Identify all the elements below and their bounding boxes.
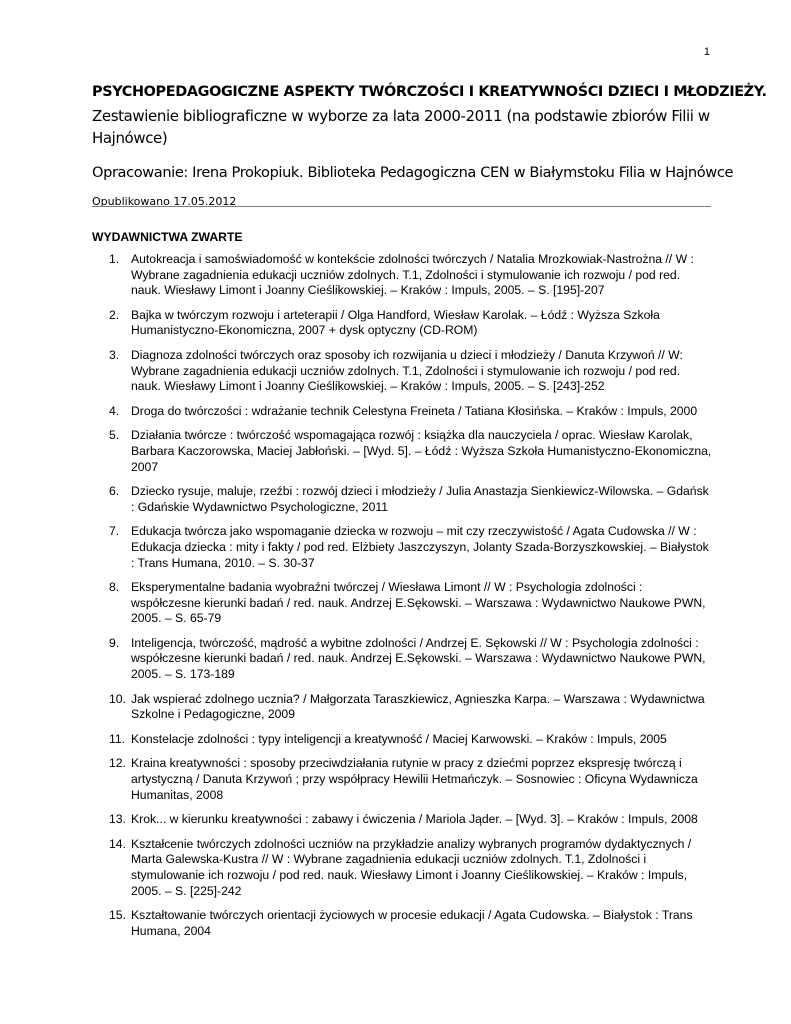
entry-number: 15. (109, 908, 126, 923)
entry-text: Działania twórcze : twórczość wspomagająca rozwój : książka dla nauczyciela / oprac. Wiesław Karolak, Barbara Kaczorowska, Maciej Jabłoński. – [Wyd. 5]. – Łódź : Wyższa Szkoła Humanistyczno-Ekonomiczna, 2007 (131, 428, 712, 474)
entry-text: Inteligencja, twórczość, mądrość a wybitne zdolności / Andrzej E. Sękowski // W : Psychologia zdolności : współczesne kierunki badań / red. nauk. Andrzej E.Sękowski. – Warszawa : Wydawnictwo Naukowe PWN, 2005. – S. 173-189 (131, 635, 706, 682)
entry-text: Kraina kreatywności : sposoby przeciwdziałania rutynie w pracy z dziećmi poprzez ekspresję twórczą i artystyczną / Danuta Krzywoń ; przy współpracy Hewilii Hetmańczyk. – Sosnowiec : Oficyna Wydawnicza Humanitas, 2008 (131, 756, 698, 802)
entry-text: Dziecko rysuje, maluje, rzeźbi : rozwój dzieci i młodzieży / Julia Anastazja Sienkiewicz-Wilowska. – Gdańsk : Gdańskie Wydawnictwo Psychologiczne, 2011 (131, 484, 709, 514)
list-item (90, 732, 712, 748)
list-item (90, 636, 712, 683)
entry-number: 4. (109, 403, 120, 418)
list-item (90, 837, 712, 899)
entry-number: 9. (109, 635, 120, 650)
entry-text: Eksperymentalne badania wyobraźni twórczej / Wiesława Limont // W : Psychologia zdolności : współczesne kierunki badań / red. nauk. Andrzej E.Sękowski. – Warszawa : Wydawnictwo Naukowe PWN, 2005. – S. 65-79 (131, 580, 706, 626)
list-item (90, 580, 712, 627)
entry-number: 8. (109, 580, 120, 595)
document-header (92, 82, 767, 210)
list-item (90, 252, 712, 299)
list-item (90, 484, 712, 515)
list-item (90, 308, 712, 339)
section-title: WYDAWNICTWA ZWARTE (92, 230, 243, 244)
entry-text: Kształtowanie twórczych orientacji życiowych w procesie edukacji / Agata Cudowska. – Białystok : Trans Humana, 2004 (131, 908, 693, 938)
list-item (90, 692, 712, 723)
page-number: 1 (703, 46, 710, 58)
entry-number: 3. (109, 347, 120, 362)
bibliography-list (90, 252, 712, 948)
entry-number: 11. (109, 731, 126, 746)
list-item (90, 756, 712, 803)
entry-number: 12. (109, 756, 126, 771)
entry-text: Konstelacje zdolności : typy inteligencji a kreatywność / Maciej Karwowski. – Kraków : Impuls, 2005 (131, 731, 667, 746)
entry-number: 5. (109, 428, 120, 443)
entry-text: Bajka w twórczym rozwoju i arteterapii / Olga Handford, Wiesław Karolak. – Łódź : Wyższa Szkoła Humanistyczno-Ekonomiczna, 2007 + dysk optyczny (CD-ROM) (131, 307, 660, 338)
entry-text: Autokreacja i samoświadomość w kontekście zdolności twórczych / Natalia Mrozkowiak-Nastrożna // W : Wybrane zagadnienia edukacji uczniów zdolnych. T.1, Zdolności i stymulowanie ich rozwoju / pod red. nauk. Wiesławy Limont i Joanny Cieślikowskiej. – Kraków : Impuls, 2005. – S. [195]-207 (131, 252, 694, 298)
list-item (90, 812, 712, 828)
entry-text: Droga do twórczości : wdrażanie technik Celestyna Freineta / Tatiana Kłosińska. – Kraków : Impuls, 2000 (131, 403, 698, 418)
entry-number: 1. (109, 252, 120, 266)
header-divider (92, 206, 711, 207)
entry-text: Diagnoza zdolności twórczych oraz sposoby ich rozwijania u dzieci i młodzieży / Danuta Krzywoń // W: Wybrane zagadnienia edukacji uczniów zdolnych. T.1, Zdolności i stymulowanie ich rozwoju / pod red. nauk. Wiesławy Limont i Joanny Cieślikowskiej. – Kraków : Impuls, 2005. – S. [243]-252 (131, 347, 683, 394)
entry-number: 13. (109, 812, 126, 827)
entry-number: 7. (109, 524, 120, 539)
list-item (90, 524, 712, 571)
list-item (90, 428, 712, 475)
document-title: PSYCHOPEDAGOGICZNE ASPEKTY TWÓRCZOŚCI I KREATYWNOŚCI DZIECI I MŁODZIEŻY. (92, 84, 767, 100)
entry-text: Krok... w kierunku kreatywności : zabawy i ćwiczenia / Mariola Jąder. – [Wyd. 3]. – Kraków : Impuls, 2008 (131, 812, 698, 827)
published-date: Opublikowano 17.05.2012 (92, 195, 237, 208)
document-subtitle: Zestawienie bibliograficzne w wyborze za lata 2000-2011 (na podstawie zbiorów Filii w Hajnówce) (92, 107, 710, 147)
list-item (90, 348, 712, 395)
prepared-by: Opracowanie: Irena Prokopiuk. Biblioteka Pedagogiczna CEN w Białymstoku Filia w Hajnówce (92, 164, 734, 181)
entry-text: Jak wspierać zdolnego ucznia? / Małgorzata Taraszkiewicz, Agnieszka Karpa. – Warszawa : Wydawnictwa Szkolne i Pedagogiczne, 2009 (131, 691, 705, 722)
entry-number: 14. (109, 836, 126, 851)
list-item (90, 404, 712, 420)
entry-number: 6. (109, 484, 120, 499)
entry-text: Edukacja twórcza jako wspomaganie dziecka w rozwoju – mit czy rzeczywistość / Agata Cudowska // W : Edukacja dziecka : mity i fakty / pod red. Elżbiety Jaszczyszyn, Jolanty Szada-Borzyszkowskiej. – Białystok : Trans Humana, 2010. – S. 30-37 (131, 524, 709, 570)
list-item (90, 908, 712, 939)
entry-number: 2. (109, 307, 120, 322)
entry-text: Kształcenie twórczych zdolności uczniów na przykładzie analizy wybranych programów dydaktycznych / Marta Galewska-Kustra // W : Wybrane zagadnienia edukacji uczniów zdolnych. T.1, Zdolności i stymulowanie ich rozwoju / pod red. nauk. Wiesławy Limont i Joanny Cieślikowskiej. – Kraków : Impuls, 2005. – S. [225]-242 (131, 836, 692, 898)
entry-number: 10. (109, 691, 126, 706)
